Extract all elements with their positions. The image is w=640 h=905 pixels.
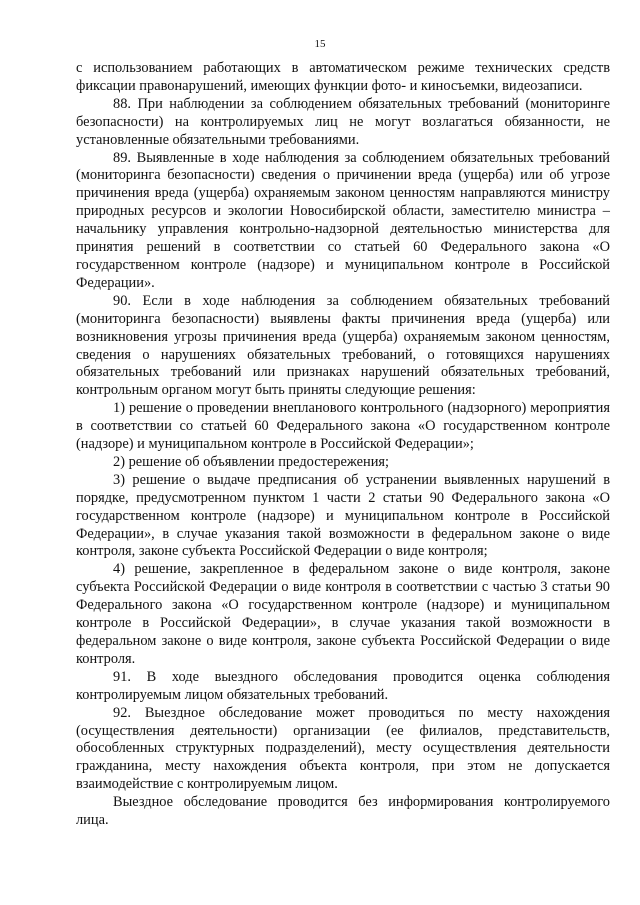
- paragraph-final: Выездное обследование проводится без информирования контролируемого лица.: [76, 794, 610, 829]
- paragraph-89: 89. Выявленные в ходе наблюдения за соблюдением обязательных требований (мониторинга безопасности) сведения о причинении вреда (ущерба) или об угрозе причинения вреда (ущерба) охраняемым законом ценностям направляются министру природных ресурсов и экологии Новосибирской области, заместителю министра – начальнику управления контрольно-надзорной деятельностью министерства для принятия решений в соответствии со статьей 60 Федерального закона «О государственном контроле (надзоре) и муниципальном контроле в Российской Федерации».: [76, 149, 610, 291]
- paragraph-88: 88. При наблюдении за соблюдением обязательных требований (мониторинге безопасности) на контролируемых лиц не могут возлагаться обязанности, не установленные обязательными требованиями.: [76, 95, 610, 148]
- paragraph-92: 92. Выездное обследование может проводиться по месту нахождения (осуществления деятельности) организации (ее филиалов, представительств, обособленных структурных подразделений), месту осуществления деятельности гражданина, месту нахождения объекта контроля, при этом не допускается взаимодействие с контролируемым лицом.: [76, 704, 610, 793]
- paragraph-90: 90. Если в ходе наблюдения за соблюдением обязательных требований (мониторинга безопасности) выявлены факты причинения вреда (ущерба) или возникновения угрозы причинения вреда (ущерба) охраняемым законом ценностям, сведения о нарушениях обязательных требований, о готовящихся нарушениях обязательных требований или признаках нарушений обязательных требований, контрольным органом могут быть приняты следующие решения:: [76, 292, 610, 399]
- document-body: [76, 60, 610, 830]
- paragraph-continuation: с использованием работающих в автоматическом режиме технических средств фиксации правонарушений, имеющих функции фото- и киносъемки, видеозаписи.: [76, 60, 610, 94]
- page-number: 15: [314, 38, 326, 50]
- list-item-1: 1) решение о проведении внепланового контрольного (надзорного) мероприятия в соответствии со статьей 60 Федерального закона «О государственном контроле (надзоре) и муниципальном контроле в Российской Федерации»;: [76, 400, 610, 453]
- list-item-3: 3) решение о выдаче предписания об устранении выявленных нарушений в порядке, предусмотренном пунктом 1 части 2 статьи 90 Федерального закона «О государственном контроле (надзоре) и муниципальном контроле в Российской Федерации», в случае указания такой возможности в федеральном законе о виде контроля, законе субъекта Российской Федерации о виде контроля;: [76, 471, 610, 560]
- list-item-4: 4) решение, закрепленное в федеральном законе о виде контроля, законе субъекта Российской Федерации о виде контроля в соответствии с частью 3 статьи 90 Федерального закона «О государственном контроле (надзоре) и муниципальном контроле в Российской Федерации», в случае указания такой возможности в федеральном законе о виде контроля, законе субъекта Российской Федерации о виде контроля.: [76, 561, 610, 667]
- paragraph-91: 91. В ходе выездного обследования проводится оценка соблюдения контролируемым лицом обязательных требований.: [76, 668, 610, 703]
- list-item-2: 2) решение об объявлении предостережения;: [113, 453, 390, 470]
